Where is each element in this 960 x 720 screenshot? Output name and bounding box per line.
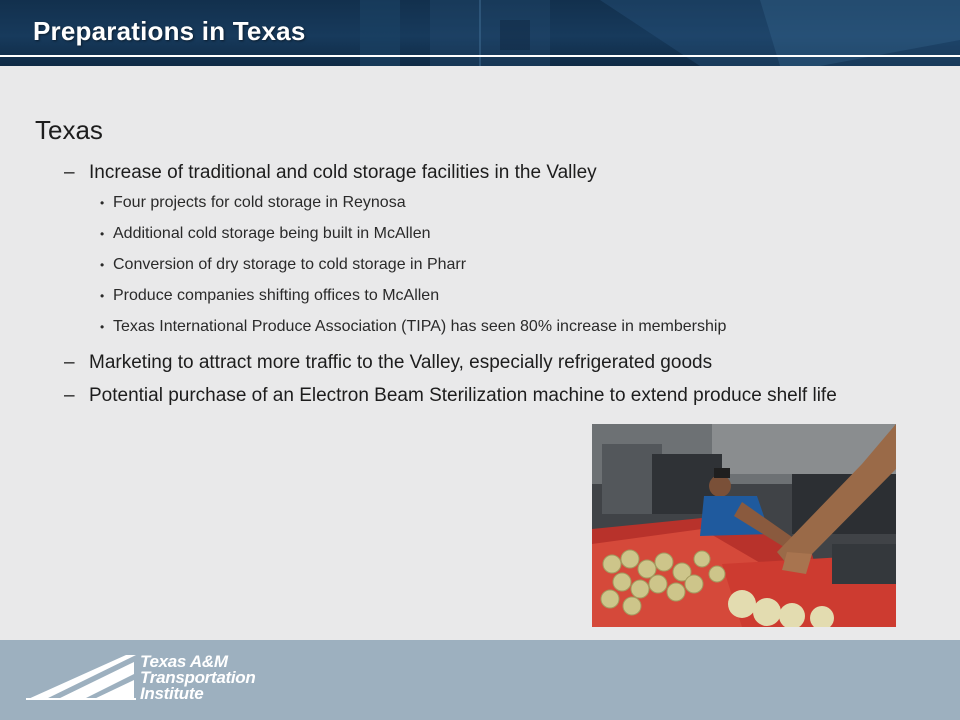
slide-content <box>35 115 915 414</box>
dot-bullet: • <box>100 289 105 304</box>
list-item <box>35 348 915 377</box>
dot-bullet: • <box>100 320 105 335</box>
list-item <box>35 158 915 187</box>
dash-bullet: – <box>64 162 75 184</box>
sub-list-item-text: Four projects for cold storage in Reynosa <box>113 194 406 212</box>
dot-bullet: • <box>100 258 105 273</box>
header-divider <box>0 55 960 57</box>
logo-line: Institute <box>140 684 204 703</box>
sub-list-item <box>35 193 915 213</box>
sub-list-item <box>35 224 915 244</box>
sub-list-item-text: Conversion of dry storage to cold storage in Pharr <box>113 256 467 274</box>
header-bar <box>0 0 960 66</box>
tti-logo-wordmark <box>140 654 255 702</box>
produce-workers-photo <box>592 424 896 627</box>
list-item-text: Increase of traditional and cold storage facilities in the Valley <box>89 162 597 184</box>
list-item <box>35 381 915 410</box>
sub-list-item-text: Produce companies shifting offices to McAllen <box>113 287 440 305</box>
sub-list-item <box>35 255 915 275</box>
dash-bullet: – <box>64 385 75 407</box>
dot-bullet: • <box>100 227 105 242</box>
logo-line: Transportation <box>140 668 256 687</box>
dash-bullet: – <box>64 352 75 374</box>
dot-bullet: • <box>100 196 105 211</box>
logo-line: Texas A&M <box>140 652 228 671</box>
sub-list-item-text: Additional cold storage being built in McAllen <box>113 225 431 243</box>
sub-list <box>35 193 915 337</box>
list-item-text: Marketing to attract more traffic to the Valley, especially refrigerated goods <box>89 352 713 374</box>
sub-list-item <box>35 317 915 337</box>
slide-title: Preparations in Texas <box>33 16 306 46</box>
sub-list-item <box>35 286 915 306</box>
section-heading: Texas <box>35 115 103 145</box>
sub-list-item-text: Texas International Produce Association (TIPA) has seen 80% increase in membership <box>113 318 727 336</box>
list-item-text: Potential purchase of an Electron Beam Sterilization machine to extend produce shelf life <box>89 385 837 407</box>
